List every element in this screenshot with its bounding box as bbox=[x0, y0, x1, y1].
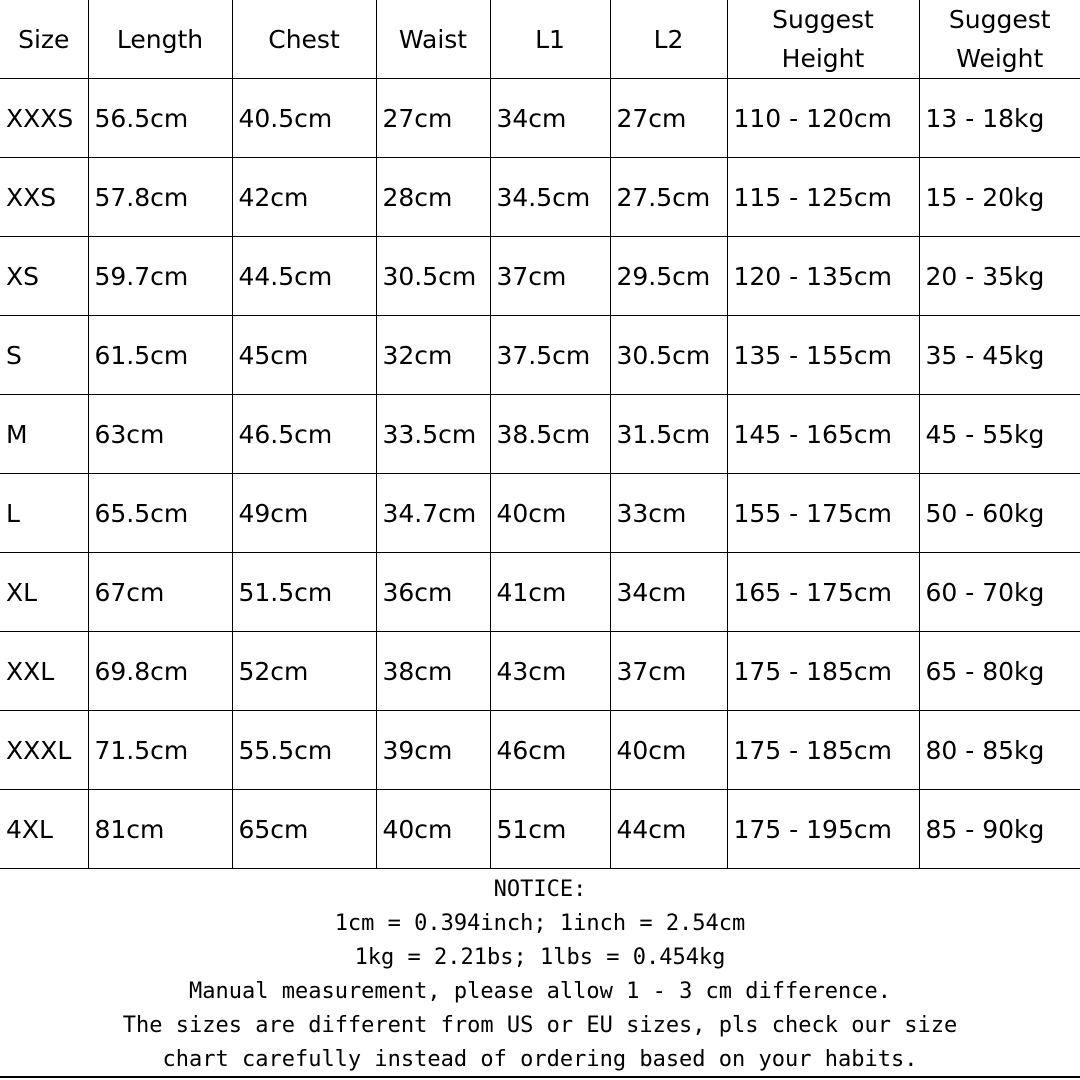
table-row bbox=[0, 158, 1080, 237]
table-row bbox=[0, 316, 1080, 395]
cell-l1: 38.5cm bbox=[490, 395, 610, 474]
column-header-suggest-weight: Suggest Weight bbox=[919, 0, 1080, 79]
cell-l2: 31.5cm bbox=[610, 395, 727, 474]
cell-size: XXL bbox=[0, 632, 88, 711]
cell-suggest-height: 175 - 185cm bbox=[727, 711, 919, 790]
table-body bbox=[0, 79, 1080, 869]
cell-suggest-height: 110 - 120cm bbox=[727, 79, 919, 158]
cell-chest: 40.5cm bbox=[232, 79, 376, 158]
cell-suggest-height: 155 - 175cm bbox=[727, 474, 919, 553]
cell-l2: 34cm bbox=[610, 553, 727, 632]
cell-chest: 51.5cm bbox=[232, 553, 376, 632]
cell-suggest-weight: 60 - 70kg bbox=[919, 553, 1080, 632]
cell-suggest-height: 115 - 125cm bbox=[727, 158, 919, 237]
cell-chest: 52cm bbox=[232, 632, 376, 711]
cell-length: 65.5cm bbox=[88, 474, 232, 553]
cell-size: XXXS bbox=[0, 79, 88, 158]
cell-waist: 30.5cm bbox=[376, 237, 490, 316]
cell-l1: 46cm bbox=[490, 711, 610, 790]
cell-l1: 37cm bbox=[490, 237, 610, 316]
column-header-chest: Chest bbox=[232, 0, 376, 79]
cell-waist: 28cm bbox=[376, 158, 490, 237]
cell-length: 59.7cm bbox=[88, 237, 232, 316]
cell-length: 63cm bbox=[88, 395, 232, 474]
cell-size: S bbox=[0, 316, 88, 395]
cell-suggest-weight: 35 - 45kg bbox=[919, 316, 1080, 395]
cell-suggest-height: 175 - 185cm bbox=[727, 632, 919, 711]
cell-waist: 36cm bbox=[376, 553, 490, 632]
cell-l2: 37cm bbox=[610, 632, 727, 711]
cell-l1: 34cm bbox=[490, 79, 610, 158]
cell-waist: 38cm bbox=[376, 632, 490, 711]
cell-l1: 37.5cm bbox=[490, 316, 610, 395]
cell-waist: 39cm bbox=[376, 711, 490, 790]
cell-length: 56.5cm bbox=[88, 79, 232, 158]
cell-suggest-weight: 45 - 55kg bbox=[919, 395, 1080, 474]
cell-suggest-height: 175 - 195cm bbox=[727, 790, 919, 869]
column-header-suggest-height: Suggest Height bbox=[727, 0, 919, 79]
cell-suggest-height: 145 - 165cm bbox=[727, 395, 919, 474]
cell-l2: 30.5cm bbox=[610, 316, 727, 395]
cell-suggest-height: 120 - 135cm bbox=[727, 237, 919, 316]
cell-size: 4XL bbox=[0, 790, 88, 869]
column-header-l2: L2 bbox=[610, 0, 727, 79]
table-header-row bbox=[0, 0, 1080, 79]
cell-length: 71.5cm bbox=[88, 711, 232, 790]
cell-l1: 51cm bbox=[490, 790, 610, 869]
notice-line: 1cm = 0.394inch; 1inch = 2.54cm bbox=[334, 911, 746, 936]
cell-suggest-weight: 20 - 35kg bbox=[919, 237, 1080, 316]
cell-chest: 65cm bbox=[232, 790, 376, 869]
cell-size: L bbox=[0, 474, 88, 553]
table-row bbox=[0, 237, 1080, 316]
cell-waist: 32cm bbox=[376, 316, 490, 395]
cell-suggest-weight: 65 - 80kg bbox=[919, 632, 1080, 711]
table-row bbox=[0, 395, 1080, 474]
table-row bbox=[0, 474, 1080, 553]
cell-length: 67cm bbox=[88, 553, 232, 632]
cell-size: M bbox=[0, 395, 88, 474]
notice-title: NOTICE: bbox=[493, 877, 587, 902]
cell-l2: 27.5cm bbox=[610, 158, 727, 237]
cell-waist: 27cm bbox=[376, 79, 490, 158]
cell-length: 57.8cm bbox=[88, 158, 232, 237]
cell-suggest-weight: 13 - 18kg bbox=[919, 79, 1080, 158]
cell-chest: 55.5cm bbox=[232, 711, 376, 790]
column-header-size: Size bbox=[0, 0, 88, 79]
cell-length: 69.8cm bbox=[88, 632, 232, 711]
table-row bbox=[0, 790, 1080, 869]
cell-l1: 43cm bbox=[490, 632, 610, 711]
notice-line: 1kg = 2.21bs; 1lbs = 0.454kg bbox=[354, 945, 726, 970]
cell-l1: 40cm bbox=[490, 474, 610, 553]
cell-waist: 34.7cm bbox=[376, 474, 490, 553]
cell-chest: 45cm bbox=[232, 316, 376, 395]
cell-l2: 33cm bbox=[610, 474, 727, 553]
column-header-length: Length bbox=[88, 0, 232, 79]
cell-l2: 29.5cm bbox=[610, 237, 727, 316]
cell-chest: 44.5cm bbox=[232, 237, 376, 316]
column-header-l1: L1 bbox=[490, 0, 610, 79]
table-row bbox=[0, 79, 1080, 158]
cell-suggest-weight: 85 - 90kg bbox=[919, 790, 1080, 869]
cell-length: 61.5cm bbox=[88, 316, 232, 395]
table-row bbox=[0, 553, 1080, 632]
column-header-waist: Waist bbox=[376, 0, 490, 79]
cell-suggest-height: 165 - 175cm bbox=[727, 553, 919, 632]
cell-l1: 41cm bbox=[490, 553, 610, 632]
cell-suggest-weight: 50 - 60kg bbox=[919, 474, 1080, 553]
cell-size: XXXL bbox=[0, 711, 88, 790]
cell-l1: 34.5cm bbox=[490, 158, 610, 237]
notice-line: Manual measurement, please allow 1 - 3 cm difference. bbox=[189, 979, 891, 1004]
table-row bbox=[0, 711, 1080, 790]
cell-l2: 44cm bbox=[610, 790, 727, 869]
cell-size: XS bbox=[0, 237, 88, 316]
cell-waist: 33.5cm bbox=[376, 395, 490, 474]
table-row bbox=[0, 632, 1080, 711]
cell-chest: 42cm bbox=[232, 158, 376, 237]
cell-length: 81cm bbox=[88, 790, 232, 869]
cell-l2: 40cm bbox=[610, 711, 727, 790]
cell-chest: 46.5cm bbox=[232, 395, 376, 474]
cell-suggest-weight: 15 - 20kg bbox=[919, 158, 1080, 237]
cell-chest: 49cm bbox=[232, 474, 376, 553]
cell-waist: 40cm bbox=[376, 790, 490, 869]
cell-suggest-weight: 80 - 85kg bbox=[919, 711, 1080, 790]
notice-line: chart carefully instead of ordering based on your habits. bbox=[162, 1047, 918, 1072]
notice-box bbox=[0, 871, 1080, 1078]
notice-line: The sizes are different from US or EU sizes, pls check our size bbox=[122, 1013, 958, 1038]
cell-l2: 27cm bbox=[610, 79, 727, 158]
cell-size: XL bbox=[0, 553, 88, 632]
cell-size: XXS bbox=[0, 158, 88, 237]
cell-suggest-height: 135 - 155cm bbox=[727, 316, 919, 395]
